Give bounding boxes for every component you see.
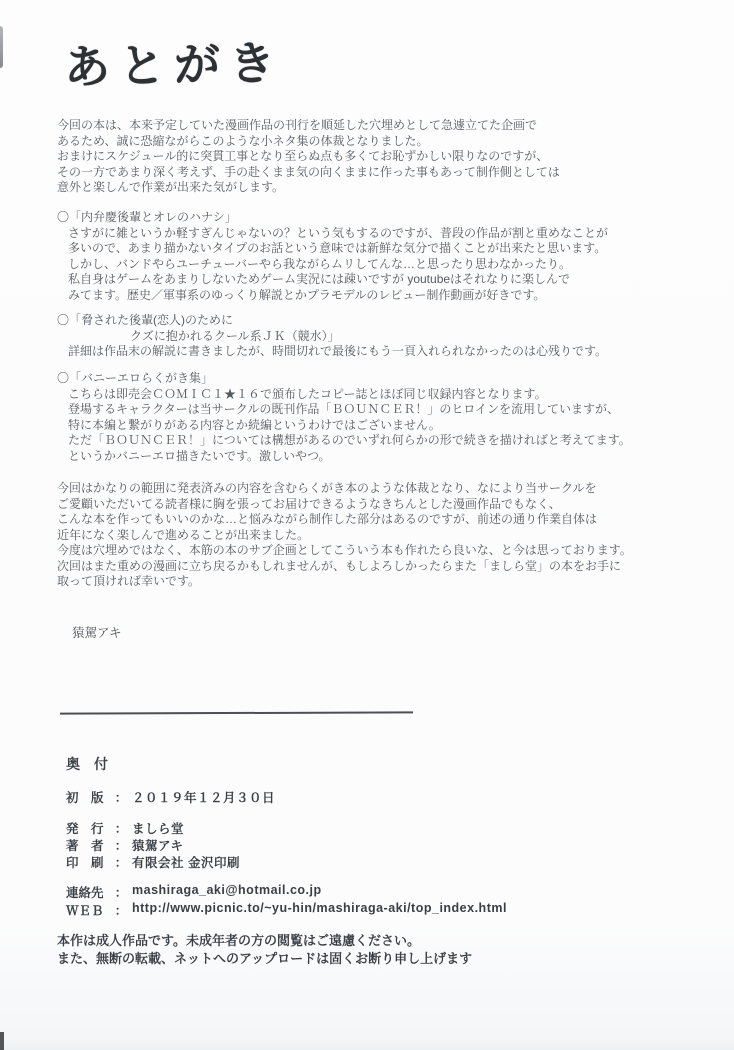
colophon-separator: ： <box>114 904 128 918</box>
section-header: 〇「バニーエロらくがき集」 <box>57 371 214 385</box>
colophon-value: 有限会社 金沢印刷 <box>132 856 240 870</box>
text-line: みてます。歴史／軍事系のゆっくり解説とかプラモデルのレビュー制作動画が好きです。 <box>68 287 546 302</box>
section-uchibenkei <box>57 210 608 303</box>
colophon-label: 連絡先 <box>66 886 104 900</box>
text-line: あるため、誠に恐縮ながらこのような小ネタ集の体裁となりました。 <box>57 133 429 148</box>
colophon-separator: ： <box>114 886 128 900</box>
text-line: 今回はかなりの範囲に発表済みの内容を含むらくがき本のような体裁となり、なにより当サークルを <box>57 481 597 495</box>
text-line: 今回の本は、本来予定していた漫画作品の刊行を順延した穴埋めとして急遽立てた企画で <box>57 118 538 132</box>
colophon-row-web-url <box>66 901 507 919</box>
contact-email-text: mashiraga_aki@hotmail.co.jp <box>132 883 322 897</box>
text-line: 本作は成人作品です。未成年者の方の閲覧はご遠慮ください。 <box>57 933 420 948</box>
closing-paragraph <box>57 481 632 590</box>
colophon-separator: ： <box>114 856 128 870</box>
section-bunny-rakugaki <box>57 371 631 464</box>
section-odosareta-kouhai <box>57 313 607 360</box>
colophon-label: 印 刷 <box>66 856 104 870</box>
colophon-row-contact-email <box>66 883 322 901</box>
text-line: 登場するキャラクターは当サークルの既刊作品「ＢＯＵＮＣＥＲ！」のヒロインを流用していますが、 <box>68 402 620 416</box>
web-url-text: http://www.picnic.to/~yu-hin/mashiraga-aki/top_index.html <box>132 901 507 915</box>
colophon-label: 初 版 <box>66 791 104 805</box>
colophon-row-publisher <box>66 819 184 837</box>
colophon-value: ましら堂 <box>132 822 185 836</box>
text-line: 特に本編と繋がりがある内容とか続編というわけではございません。 <box>68 417 441 432</box>
text-line: 私自身はゲームをあまりしないためゲーム実況には疎いですが youtubeはそれなりに楽しんで <box>68 272 571 286</box>
colophon-row-first-edition <box>66 788 275 806</box>
divider-line <box>60 711 413 714</box>
colophon-heading: 奥 付 <box>66 756 108 772</box>
section-body <box>57 344 607 360</box>
colophon-value: ２０１９年１２月３０日 <box>132 791 276 805</box>
intro-paragraph <box>57 118 560 196</box>
text-line: 詳細は作品末の解説に書きましたが、時間切れで最後にもう一頁入れられなかったのは心残りです。 <box>68 344 608 358</box>
colophon-label: 発 行 <box>66 822 104 836</box>
colophon-separator: ： <box>114 839 128 853</box>
text-line: こちらは即売会ＣＯＭＩＣ１★１６で頒布したコピー誌とほぼ同じ収録内容となります。 <box>68 386 547 401</box>
scan-artifact-left-edge <box>0 26 3 68</box>
colophon-row-printer <box>66 853 240 871</box>
colophon-label: ＷＥＢ <box>66 904 104 918</box>
author-signature: 猿駕アキ <box>72 626 122 640</box>
text-line: おまけにスケジュール的に突貫工事となり至らぬ点も多くてお恥ずかしい限りなのですが、 <box>57 149 549 163</box>
colophon-row-author <box>66 836 184 854</box>
text-line: その一方であまり深く考えず、手の赴くまま気の向くままに作った事もあって制作側としては <box>57 164 560 179</box>
text-line: 意外と楽しんで作業が出来た気がします。 <box>57 180 285 194</box>
page-title: あとがき <box>63 36 285 94</box>
text-line: というかバニーエロ描きたいです。激しいやつ。 <box>68 448 331 463</box>
text-line: こんな本を作ってもいいのかな…と悩みながら制作した部分はあるのですが、前述の通り作業自体は <box>57 512 598 526</box>
section-body <box>57 387 631 465</box>
section-header: 〇「脅された後輩(恋人)のために <box>57 313 233 327</box>
text-line: ご愛顧いただいてる読者様に胸を張ってお届けできるようなきちんとした漫画作品でもなく、 <box>57 496 561 511</box>
colophon-label: 著 者 <box>66 839 104 853</box>
colophon-separator: ： <box>114 822 128 836</box>
section-body <box>57 226 608 304</box>
colophon-separator: ： <box>114 791 128 805</box>
text-line: しかし、バンドやらユーチューバーやら我ながらムリしてんな…と思ったり思わなかったり。 <box>68 256 572 271</box>
text-line: また、無断の転載、ネットへのアップロードは固くお断り申し上げます <box>57 950 473 966</box>
text-line: ただ「ＢＯＵＮＣＥＲ！」については構想があるのでいずれ何らかの形で続きを描ければと考えてます。 <box>68 433 631 447</box>
text-line: 近年になく楽しんで進めることが出来ました。 <box>57 527 310 542</box>
scan-artifact-bottom-corner <box>0 1032 4 1050</box>
section-header-line2: クズに抱かれるクール系ＪＫ（競水）」 <box>130 328 340 343</box>
text-line: さすがに雑というか軽すぎんじゃないの？という気もするのですが、普段の作品が割と重めなことが <box>68 225 609 240</box>
section-header: 〇「内弁慶後輩とオレのハナシ」 <box>57 210 237 224</box>
text-line: 多いので、あまり描かないタイプのお話という意味では新鮮な気分で描くことが出来たと思います。 <box>68 241 607 255</box>
adult-content-disclaimer <box>57 932 472 967</box>
text-line: 次回はまた重めの漫画に立ち戻るかもしれませんが、もしよろしかったらまた「ましら堂」の本をお手に <box>57 558 622 573</box>
text-line: 今度は穴埋めではなく、本筋の本のサブ企画としてこういう本も作れたら良いな、と今は思っております。 <box>57 543 632 557</box>
text-line: 取って頂ければ幸いです。 <box>57 574 201 588</box>
colophon-value: 猿駕アキ <box>132 839 184 853</box>
